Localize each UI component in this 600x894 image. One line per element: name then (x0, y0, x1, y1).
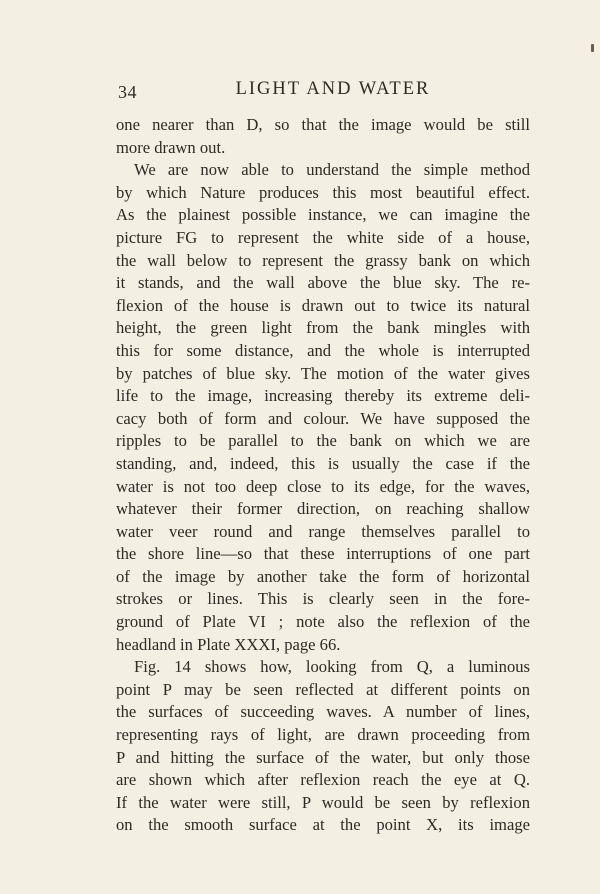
text-line: representing rays of light, are drawn proceeding from (116, 725, 530, 745)
page-edge-mark (591, 44, 594, 52)
text-line: one nearer than D, so that the image would be still (116, 115, 530, 134)
text-line: If the water were still, P would be seen by reflexion (116, 792, 530, 812)
text-line: P and hitting the surface of the water, but only those (116, 747, 530, 767)
text-line: life to the image, increasing thereby its extreme deli- (116, 386, 530, 406)
text-line: point P may be seen reflected at different points on (116, 679, 530, 699)
text-line: Fig. 14 shows how, looking from Q, a luminous (134, 657, 530, 677)
text-line: it stands, and the wall above the blue sky. The re- (116, 273, 530, 293)
text-line: We are now able to understand the simple method (134, 160, 530, 180)
text-line: headland in Plate XXXI, page 66. (116, 634, 341, 654)
text-line: by patches of blue sky. The motion of the water gives (116, 363, 530, 383)
running-title: LIGHT AND WATER (235, 79, 431, 99)
text-line: of the image by another take the form of horizontal (116, 566, 530, 586)
text-line: ripples to be parallel to the bank on which we are (116, 431, 530, 451)
text-line: height, the green light from the bank mingles with (116, 318, 530, 338)
text-line: by which Nature produces this most beautiful effect. (116, 182, 530, 202)
page-header (118, 79, 530, 105)
text-line: standing, and, indeed, this is usually the case if the (116, 453, 530, 473)
text-line: ground of Plate VI ; note also the reflexion of the (116, 612, 530, 632)
text-line: As the plainest possible instance, we can imagine the (116, 205, 530, 225)
text-line: picture FG to represent the white side of a house, (116, 227, 530, 247)
text-line: whatever their former direction, on reaching shallow (116, 499, 530, 519)
text-line: strokes or lines. This is clearly seen in the fore- (116, 589, 530, 609)
body-text (116, 114, 530, 837)
page-number: 34 (118, 82, 137, 102)
text-line: the wall below to represent the grassy bank on which (116, 250, 530, 270)
text-line: water is not too deep close to its edge, for the waves, (116, 476, 530, 496)
text-line: this for some distance, and the whole is interrupted (116, 340, 530, 360)
text-line: are shown which after reflexion reach the eye at Q. (116, 770, 530, 790)
text-line: the surfaces of succeeding waves. A number of lines, (116, 702, 530, 722)
text-line: the shore line—so that these interruptions of one part (116, 544, 530, 564)
text-line: flexion of the house is drawn out to twice its natural (116, 295, 530, 315)
text-line: more drawn out. (116, 137, 226, 157)
text-line: cacy both of form and colour. We have supposed the (116, 408, 530, 428)
text-line: on the smooth surface at the point X, its image (116, 815, 530, 835)
text-line: water veer round and range themselves parallel to (116, 521, 530, 541)
